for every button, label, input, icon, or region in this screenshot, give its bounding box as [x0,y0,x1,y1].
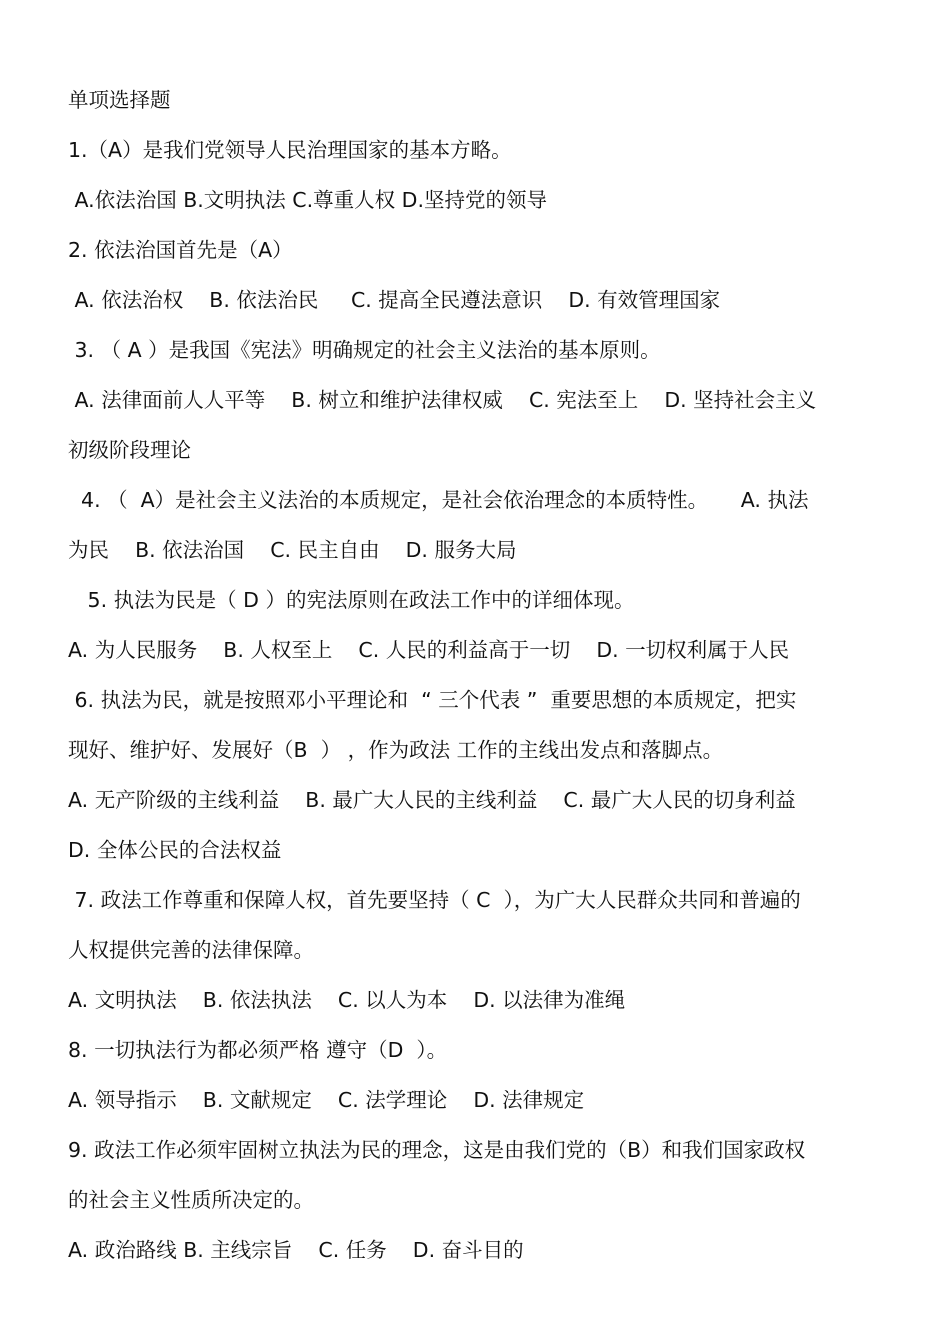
options-6-cont: D. 全体公民的合法权益 [68,838,282,862]
question-2: 2. 依法治国首先是（A） [68,238,293,262]
question-7-cont: 人权提供完善的法律保障。 [68,938,314,962]
question-5: 5. 执法为民是（ D ）的宪法原则在政法工作中的详细体现。 [68,588,635,612]
options-1: A.依法治国 B.文明执法 C.尊重人权 D.坚持党的领导 [68,188,547,212]
options-4: 为民 B. 依法治国 C. 民主自由 D. 服务大局 [68,538,517,562]
options-3-cont: 初级阶段理论 [68,438,191,462]
options-7: A. 文明执法 B. 依法执法 C. 以人为本 D. 以法律为准绳 [68,988,626,1012]
question-4: 4. （ A）是社会主义法治的本质规定，是社会依治理念的本质特性。 A. 执法 [68,488,809,512]
question-7: 7. 政法工作尊重和保障人权，首先要坚持（ C ），为广大人民群众共同和普遍的 [68,888,801,912]
question-6-cont: 现好、维护好、发展好（B ） ，作为政法 工作的主线出发点和落脚点。 [68,738,724,762]
options-6: A. 无产阶级的主线利益 B. 最广大人民的主线利益 C. 最广大人民的切身利益 [68,788,796,812]
options-2: A. 依法治权 B. 依法治民 C. 提高全民遵法意识 D. 有效管理国家 [68,288,721,312]
options-5: A. 为人民服务 B. 人权至上 C. 人民的利益高于一切 D. 一切权利属于人民 [68,638,790,662]
options-3: A. 法律面前人人平等 B. 树立和维护法律权威 C. 宪法至上 D. 坚持社会主义 [68,388,817,412]
question-1: 1.（A）是我们党领导人民治理国家的基本方略。 [68,138,512,162]
question-9: 9. 政法工作必须牢固树立执法为民的理念，这是由我们党的（B）和我们国家政权 [68,1138,806,1162]
question-9-cont: 的社会主义性质所决定的。 [68,1188,314,1212]
options-8: A. 领导指示 B. 文献规定 C. 法学理论 D. 法律规定 [68,1088,585,1112]
question-8: 8. 一切执法行为都必须严格 遵守（D ）。 [68,1038,448,1062]
question-3: 3. （ A ）是我国《宪法》明确规定的社会主义法治的基本原则。 [68,338,661,362]
options-9: A. 政治路线 B. 主线宗旨 C. 任务 D. 奋斗目的 [68,1238,524,1262]
section-heading: 单项选择题 [68,88,171,112]
question-6: 6. 执法为民，就是按照邓小平理论和 “ 三个代表 ” 重要思想的本质规定，把实 [68,688,797,712]
